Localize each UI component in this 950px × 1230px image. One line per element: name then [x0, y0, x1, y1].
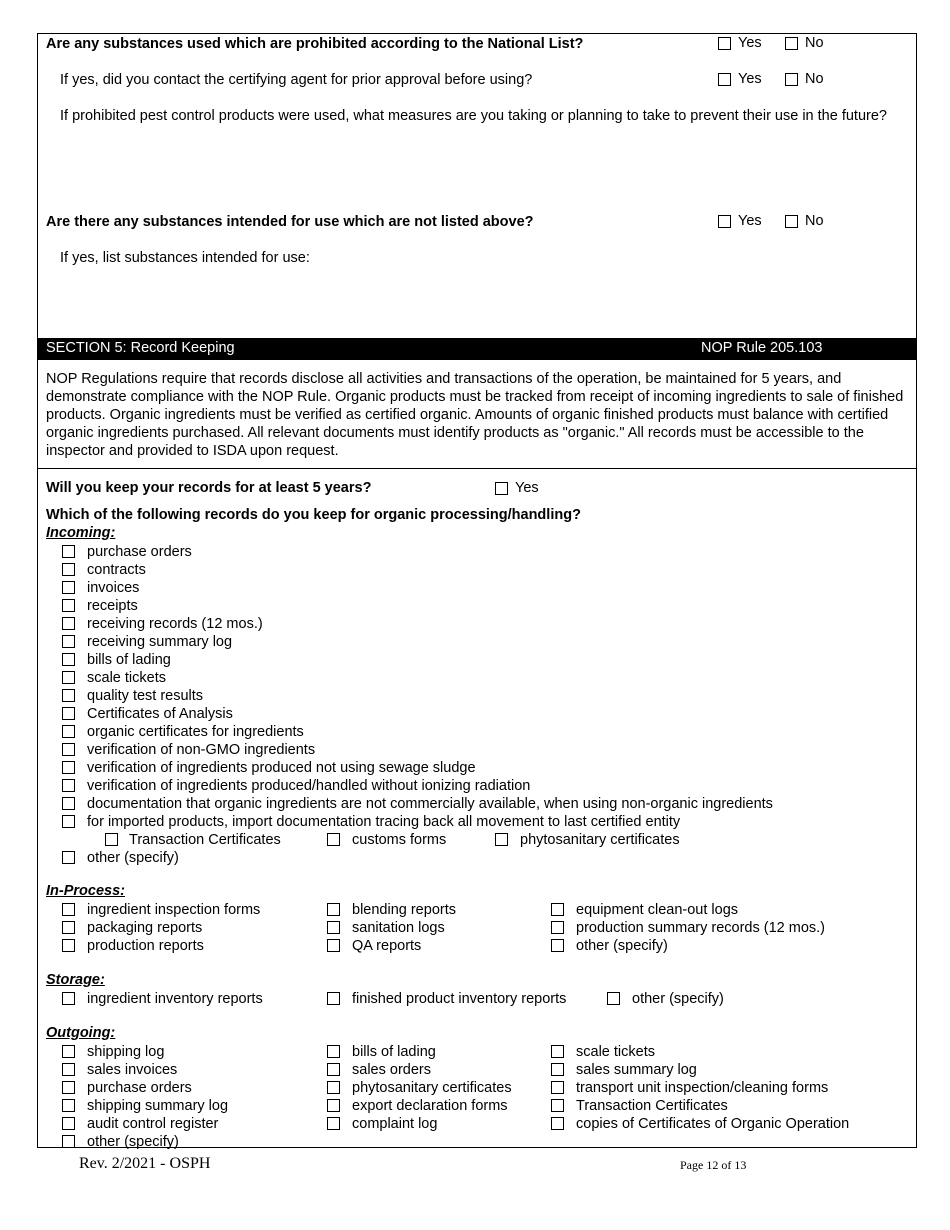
storage-checkbox[interactable] [607, 992, 620, 1005]
outgoing-checkbox[interactable] [551, 1081, 564, 1094]
incoming-checkbox[interactable] [62, 653, 75, 666]
outgoing-label: transport unit inspection/cleaning forms [576, 1080, 829, 1096]
q2-no-checkbox[interactable] [785, 215, 798, 228]
question-prohibited-substances: Are any substances used which are prohibited according to the National List? [46, 36, 584, 52]
incoming-label: Certificates of Analysis [87, 706, 233, 722]
incoming-other-checkbox[interactable] [62, 851, 75, 864]
question-intended-substances: Are there any substances intended for use which are not listed above? [46, 214, 534, 230]
incoming-checkbox[interactable] [62, 815, 75, 828]
question-keep-records: Will you keep your records for at least 5 years? [46, 480, 372, 496]
in-process-checkbox[interactable] [62, 903, 75, 916]
q1a-no-checkbox[interactable] [785, 73, 798, 86]
storage-label: finished product inventory reports [352, 991, 567, 1007]
outgoing-checkbox[interactable] [551, 1063, 564, 1076]
question-prior-approval: If yes, did you contact the certifying agent for prior approval before using? [60, 72, 533, 88]
incoming-label: organic certificates for ingredients [87, 724, 304, 740]
import-sub-checkbox[interactable] [495, 833, 508, 846]
outgoing-checkbox[interactable] [551, 1117, 564, 1130]
in-process-checkbox[interactable] [327, 921, 340, 934]
incoming-checkbox[interactable] [62, 761, 75, 774]
section-divider [38, 468, 916, 469]
outgoing-checkbox[interactable] [62, 1099, 75, 1112]
in-process-label: sanitation logs [352, 920, 445, 936]
incoming-checkbox[interactable] [62, 797, 75, 810]
incoming-label: verification of non-GMO ingredients [87, 742, 316, 758]
section-header-bar [38, 338, 916, 360]
outgoing-label: shipping log [87, 1044, 165, 1060]
storage-label: ingredient inventory reports [87, 991, 263, 1007]
in-process-label: production summary records (12 mos.) [576, 920, 825, 936]
in-process-label: other (specify) [576, 938, 668, 954]
in-process-heading: In-Process: [46, 883, 125, 899]
incoming-label: documentation that organic ingredients are not commercially available, when using non-organic ingredients [87, 796, 773, 812]
outgoing-checkbox[interactable] [327, 1117, 340, 1130]
outgoing-heading: Outgoing: [46, 1025, 116, 1041]
import-sub-checkbox[interactable] [327, 833, 340, 846]
storage-label: other (specify) [632, 991, 724, 1007]
outgoing-label: audit control register [87, 1116, 219, 1132]
question-records-kept: Which of the following records do you keep for organic processing/handling? [46, 507, 581, 523]
incoming-heading: Incoming: [46, 525, 116, 541]
incoming-checkbox[interactable] [62, 545, 75, 558]
incoming-checkbox[interactable] [62, 743, 75, 756]
incoming-label: quality test results [87, 688, 204, 704]
in-process-label: blending reports [352, 902, 456, 918]
question-list-substances: If yes, list substances intended for use: [60, 250, 310, 266]
import-sub-label: Transaction Certificates [129, 832, 281, 848]
outgoing-checkbox[interactable] [327, 1045, 340, 1058]
in-process-label: ingredient inspection forms [87, 902, 261, 918]
incoming-checkbox[interactable] [62, 617, 75, 630]
outgoing-label: shipping summary log [87, 1098, 229, 1114]
prevention-measures-answer-area[interactable] [60, 144, 900, 206]
q1-no-checkbox[interactable] [785, 37, 798, 50]
incoming-checkbox[interactable] [62, 689, 75, 702]
in-process-checkbox[interactable] [551, 903, 564, 916]
outgoing-label: other (specify) [87, 1134, 179, 1150]
question-prevention-measures: If prohibited pest control products were used, what measures are you taking or planning to take to prevent their use in the future? [60, 108, 887, 124]
footer-revision: Rev. 2/2021 - OSPH [79, 1155, 211, 1172]
outgoing-checkbox[interactable] [327, 1099, 340, 1112]
outgoing-label: scale tickets [576, 1044, 655, 1060]
q1a-yes-checkbox[interactable] [718, 73, 731, 86]
outgoing-checkbox[interactable] [551, 1099, 564, 1112]
incoming-label: contracts [87, 562, 146, 578]
q1a-yes-label: Yes [738, 71, 762, 87]
incoming-label: receipts [87, 598, 138, 614]
incoming-checkbox[interactable] [62, 671, 75, 684]
incoming-label: scale tickets [87, 670, 166, 686]
incoming-checkbox[interactable] [62, 707, 75, 720]
import-sub-label: phytosanitary certificates [520, 832, 680, 848]
q2-yes-checkbox[interactable] [718, 215, 731, 228]
q1-yes-label: Yes [738, 35, 762, 51]
outgoing-checkbox[interactable] [62, 1117, 75, 1130]
outgoing-label: bills of lading [352, 1044, 436, 1060]
outgoing-checkbox[interactable] [327, 1063, 340, 1076]
form-page [37, 33, 917, 1148]
q1-no-label: No [805, 35, 824, 51]
incoming-checkbox[interactable] [62, 563, 75, 576]
in-process-checkbox[interactable] [62, 921, 75, 934]
outgoing-checkbox[interactable] [62, 1045, 75, 1058]
outgoing-checkbox[interactable] [551, 1045, 564, 1058]
footer-page-number: Page 12 of 13 [680, 1158, 747, 1172]
outgoing-label: sales invoices [87, 1062, 178, 1078]
outgoing-label: phytosanitary certificates [352, 1080, 512, 1096]
in-process-checkbox[interactable] [327, 939, 340, 952]
section-title: SECTION 5: Record Keeping [46, 340, 235, 356]
outgoing-label: complaint log [352, 1116, 438, 1132]
outgoing-label: copies of Certificates of Organic Operation [576, 1116, 850, 1132]
incoming-label: for imported products, import documentation tracing back all movement to last certified entity [87, 814, 681, 830]
incoming-checkbox[interactable] [62, 581, 75, 594]
incoming-checkbox[interactable] [62, 599, 75, 612]
storage-checkbox[interactable] [62, 992, 75, 1005]
incoming-label: bills of lading [87, 652, 171, 668]
keep-records-yes-label: Yes [515, 480, 539, 496]
in-process-label: packaging reports [87, 920, 203, 936]
outgoing-checkbox[interactable] [62, 1081, 75, 1094]
incoming-label: receiving summary log [87, 634, 233, 650]
keep-records-yes-checkbox[interactable] [495, 482, 508, 495]
q1-yes-checkbox[interactable] [718, 37, 731, 50]
incoming-label: purchase orders [87, 544, 192, 560]
outgoing-checkbox[interactable] [62, 1063, 75, 1076]
q2-yes-label: Yes [738, 213, 762, 229]
in-process-checkbox[interactable] [327, 903, 340, 916]
incoming-label: invoices [87, 580, 140, 596]
in-process-checkbox[interactable] [551, 939, 564, 952]
q1a-no-label: No [805, 71, 824, 87]
storage-heading: Storage: [46, 972, 105, 988]
import-sub-label: customs forms [352, 832, 447, 848]
outgoing-label: sales orders [352, 1062, 431, 1078]
incoming-label: verification of ingredients produced/handled without ionizing radiation [87, 778, 531, 794]
outgoing-checkbox[interactable] [62, 1135, 75, 1148]
record-keeping-intro: NOP Regulations require that records disclose all activities and transactions of the operation, be maintained for 5 years, and demonstrate compliance with the NOP Rule. Organic products must be tracked from receipt of incoming ingredients to sale of finished products. Organic ingredients must be verified as certified organic. Amounts of organic finished products must balance with certified organic ingredients purchased. All relevant documents must identify products as "organic." All records must be accessible to the inspector and provided to ISDA upon request. [46, 371, 904, 459]
storage-checkbox[interactable] [327, 992, 340, 1005]
incoming-other-label: other (specify) [87, 850, 179, 866]
outgoing-label: Transaction Certificates [576, 1098, 728, 1114]
outgoing-label: sales summary log [576, 1062, 697, 1078]
incoming-checkbox[interactable] [62, 779, 75, 792]
import-sub-checkbox[interactable] [105, 833, 118, 846]
outgoing-label: purchase orders [87, 1080, 192, 1096]
in-process-checkbox[interactable] [62, 939, 75, 952]
outgoing-label: export declaration forms [352, 1098, 508, 1114]
in-process-label: QA reports [352, 938, 422, 954]
incoming-checkbox[interactable] [62, 635, 75, 648]
list-substances-answer-area[interactable] [60, 270, 900, 332]
in-process-label: equipment clean-out logs [576, 902, 739, 918]
incoming-label: receiving records (12 mos.) [87, 616, 263, 632]
q2-no-label: No [805, 213, 824, 229]
incoming-label: verification of ingredients produced not using sewage sludge [87, 760, 476, 776]
incoming-checkbox[interactable] [62, 725, 75, 738]
in-process-checkbox[interactable] [551, 921, 564, 934]
in-process-label: production reports [87, 938, 204, 954]
section-rule-reference: NOP Rule 205.103 [701, 340, 823, 356]
outgoing-checkbox[interactable] [327, 1081, 340, 1094]
